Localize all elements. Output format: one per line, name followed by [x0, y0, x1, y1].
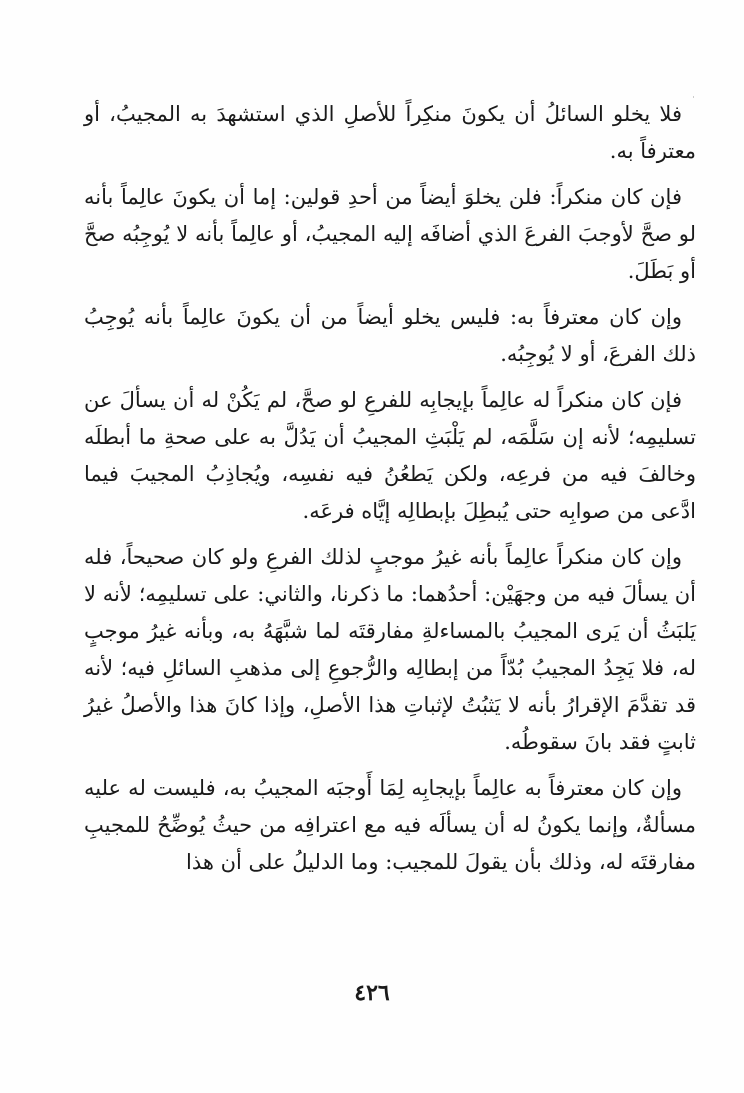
paragraph-4: فإن كان منكراً له عالِماً بإيجابِه للفرعِ لو صحَّ، لم يَكُنْ له أن يسألَ عن تسليمِه؛ لأنه إن سَلَّمَه، لم يَلْبَثِ المجيبُ أن يَدُلَّ به على صحةِ ما أبطلَه وخالفَ فيه من فرعِه، ولكن يَطعُنُ فيه نفسِه، ويُجاذِبُ المجيبَ فيما ادَّعى من صوابِه حتى يُبطِلَ بإبطالِه إيَّاه فرعَه.: [84, 388, 696, 523]
body-text: [84, 96, 696, 890]
paragraph-1: فلا يخلو السائلُ أن يكونَ منكِراً للأصلِ الذي استشهدَ به المجيبُ، أو معترفاً به.: [84, 102, 696, 163]
paragraph-5: وإن كان منكراً عالِماً بأنه غيرُ موجبٍ لذلك الفرعِ ولو كان صحيحاً، فله أن يسألَ فيه من وجهَيْن: أحدُهما: ما ذكرنا، والثاني: على تسليمِه؛ لأنه لا يَلبَثُ أن يَرى المجيبُ بالمساءلةِ مفارقتَه لما شبَّهَهُ به، وبأنه غيرُ موجبٍ له، فلا يَجِدُ المجيبُ بُدّاً من إبطالِه والرُّجوعِ إلى مذهبِ السائلِ فيه؛ لأنه قد تقدَّمَ الإقرارُ بأنه لا يَثبُتُ لإثباتِ هذا الأصلِ، وإذا كانَ هذا والأصلُ غيرُ ثابتٍ فقد بانَ سقوطُه.: [84, 545, 696, 754]
page-number: ٤٢٦: [354, 980, 390, 1006]
paragraph-2: فإن كان منكراً: فلن يخلوَ أيضاً من أحدِ قولين: إما أن يكونَ عالِماً بأنه لو صحَّ لأوجبَ الفرعَ الذي أضافَه إليه المجيبُ، أو عالِماً بأنه لا يُوجِبُه صحَّ أو بَطَلَ.: [84, 185, 696, 283]
paragraph-3: وإن كان معترفاً به: فليس يخلو أيضاً من أن يكونَ عالِماً بأنه يُوجِبُ ذلك الفرعَ، أو لا يُوجِبُه.: [84, 305, 696, 366]
paragraph-6: وإن كان معترفاً به عالِماً بإيجابِه لِمَا أَوجبَه المجيبُ به، فليست له عليه مسألةٌ، وإنما يكونُ له أن يسألَه فيه مع اعترافِه من حيثُ يُوضِّحُ للمجيبِ مفارقتَه له، وذلك بأن يقولَ للمجيب: وما الدليلُ على أن هذا: [84, 776, 696, 874]
